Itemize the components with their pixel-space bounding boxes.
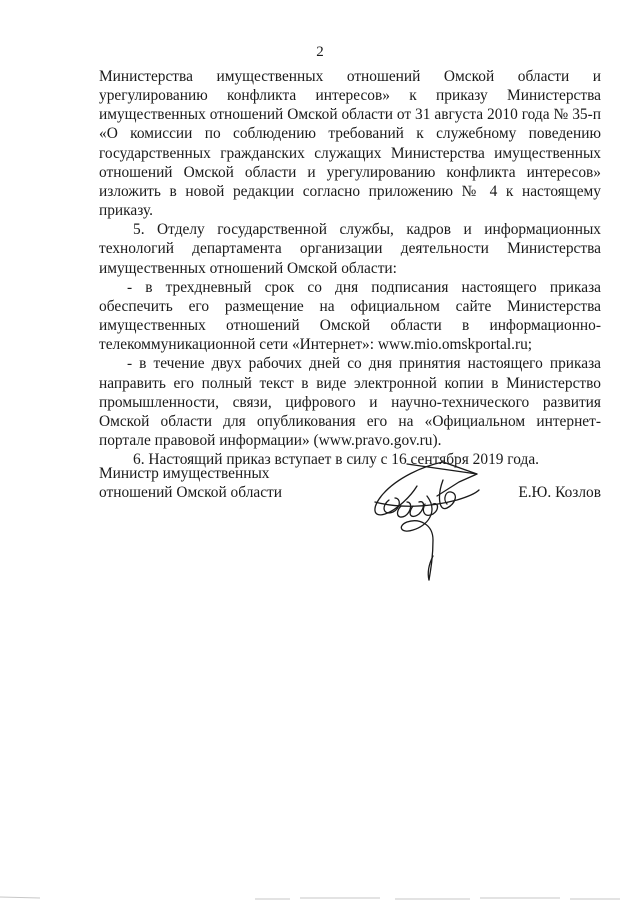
signatory-title-line-2: отношений Омской области [99,484,282,502]
signatory-title-line-1: Министр имущественных [99,465,270,482]
paragraph-continuation: Министерства имущественных отношений Омской области и урегулированию конфликта интересов» к приказу Министерства имущественных отношений Омской области от 31 августа 2010 года № 35-п «О комиссии по соблюдению требований к служебному поведению государственных гражданских служащих Министерства имущественных отношений Омской области и урегулированию конфликта интересов» изложить в новой редакции согласно приложению № 4 к настоящему приказу. [99,68,601,220]
paragraph-subitem-website: - в трехдневный срок со дня подписания настоящего приказа обеспечить его размещение на официальном сайте Министерства имущественных отношений Омской области в информационно-телекоммуникационной сети «Интернет»: www.mio.omskportal.ru; [99,278,601,354]
paragraph-item-5: 5. Отделу государственной службы, кадров и информационных технологий департамента организации деятельности Министерства имущественных отношений Омской области: [99,221,601,277]
signatory-title [99,464,282,502]
signatory-name: Е.Ю. Козлов [518,484,601,501]
scan-edge-artifact [0,893,640,905]
paragraph-subitem-publication: - в течение двух рабочих дней со дня принятия настоящего приказа направить его полный текст в виде электронной копии в Министерство промышленности, связи, цифрового и научно-технического развития Омской области для опубликования его на «Официальном интернет-портале правовой информации» (www.pravo.gov.ru). [99,355,601,449]
paragraph-item-6: 6. Настоящий приказ вступает в силу с 16 сентября 2019 года. [133,451,539,469]
signature-block [99,460,601,590]
page-number: 2 [316,44,324,60]
handwritten-signature [367,456,492,586]
document-body [99,67,601,469]
